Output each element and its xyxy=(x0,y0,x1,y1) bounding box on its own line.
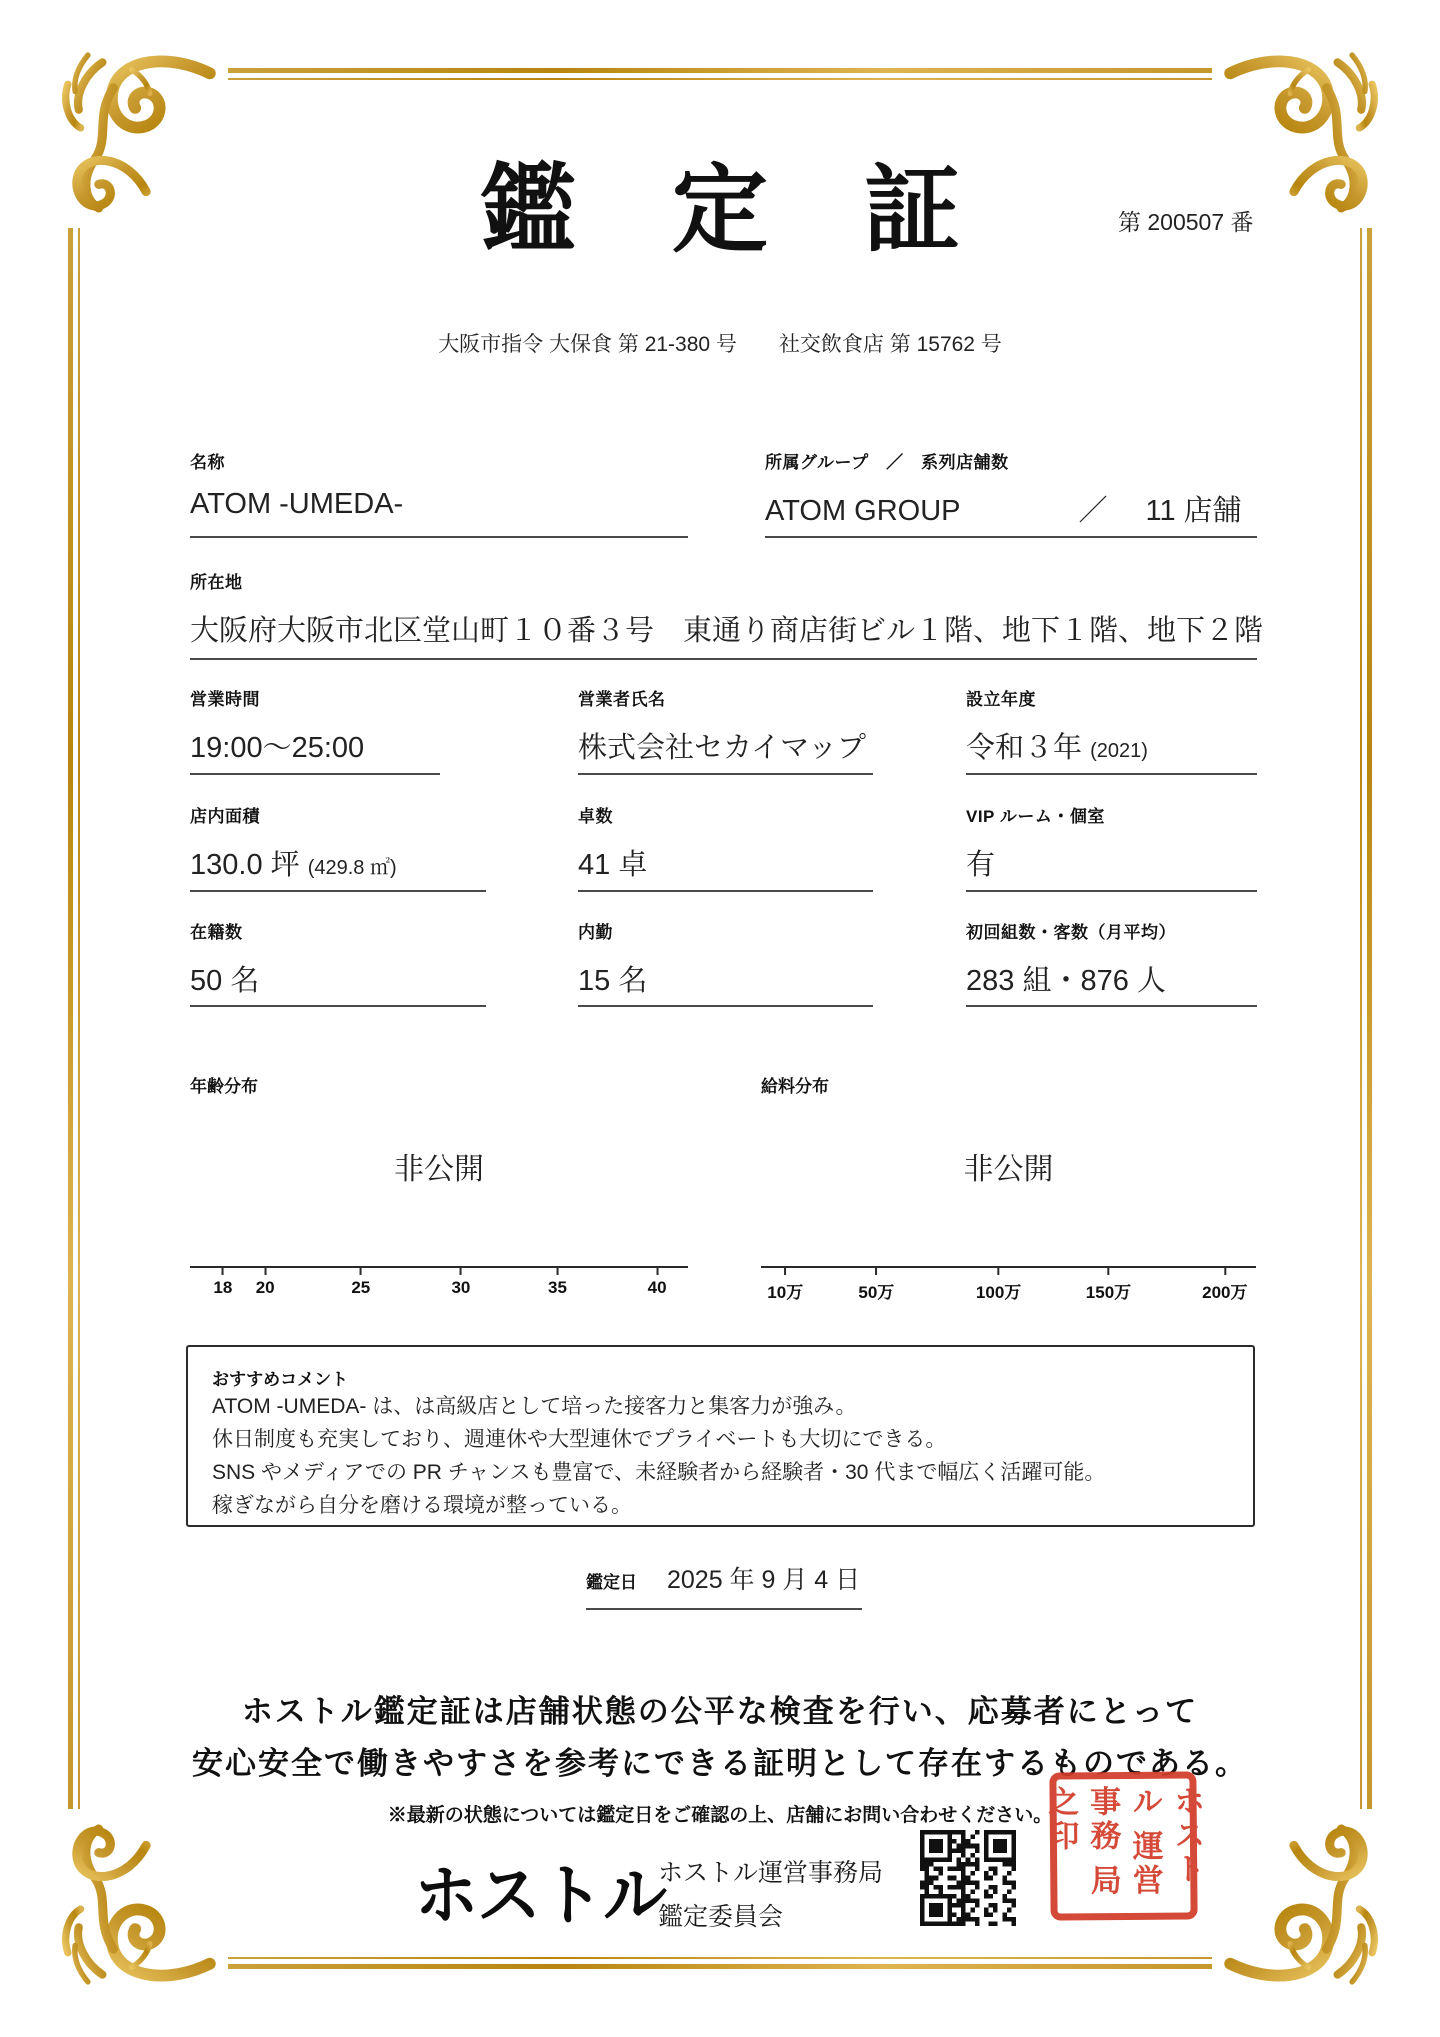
group-store-count: 11 店舗 xyxy=(1145,495,1242,527)
field-label: 内勤 xyxy=(578,923,613,942)
statement-line: 安心安全で働きやすさを参考にできる証明として存在するものである。 xyxy=(192,1746,1248,1781)
certificate-number: 第 200507 番 xyxy=(1118,209,1254,235)
field-group xyxy=(765,448,1257,538)
field-label: 所在地 xyxy=(190,573,243,592)
chart-label: 給料分布 xyxy=(761,1077,829,1096)
field-first-visit-count xyxy=(966,918,1257,1007)
border-right-thin xyxy=(1360,228,1362,1809)
appraisal-date-value: 2025 年 9 月 4 日 xyxy=(667,1566,861,1594)
salary-distribution-chart xyxy=(761,1072,1256,1302)
seal-text-column: 運営事務 xyxy=(1084,1785,1163,1898)
age-distribution-chart xyxy=(190,1072,688,1302)
axis-tick-label: 25 xyxy=(351,1278,371,1297)
chart-placeholder: 非公開 xyxy=(963,1153,1054,1186)
field-value: 有 xyxy=(966,849,996,881)
field-vip-room xyxy=(966,802,1257,892)
field-value: 令和３年 xyxy=(966,732,1083,764)
field-address xyxy=(190,568,1264,660)
axis-tick-label: 50万 xyxy=(858,1283,895,1302)
gold-flourish-icon xyxy=(1212,1809,1394,1991)
issuer-line: 鑑定委員会 xyxy=(658,1904,784,1931)
axis-tick-label: 10万 xyxy=(767,1283,804,1302)
field-label: 在籍数 xyxy=(190,923,243,942)
field-value: 15 名 xyxy=(578,965,648,997)
issuer-line: ホストル運営事務局 xyxy=(658,1860,884,1887)
age-axis xyxy=(190,1266,688,1297)
red-seal-stamp xyxy=(1042,1771,1205,1920)
field-label: 設立年度 xyxy=(966,690,1036,709)
chart-placeholder: 非公開 xyxy=(394,1153,484,1186)
axis-tick-label: 200万 xyxy=(1202,1283,1248,1302)
comment-line: SNS やメディアでの PR チャンスも豊富で、未経験者から経験者・30 代まで幅広く活躍可能。 xyxy=(212,1461,1106,1484)
group-slash: ／ xyxy=(1078,495,1108,527)
seal-text-column: 局之印 xyxy=(1042,1785,1121,1899)
comment-line: 休日制度も充実しており、週連休や大型連休でプライベートも大切にできる。 xyxy=(212,1428,947,1451)
axis-tick-label: 40 xyxy=(647,1278,667,1297)
border-bottom-thin xyxy=(228,1957,1212,1959)
statement-line: ホストル鑑定証は店舗状態の公平な検査を行い、応募者にとって xyxy=(241,1694,1199,1729)
field-label: 店内面積 xyxy=(190,807,260,826)
gold-flourish-icon xyxy=(1212,46,1394,228)
axis-tick-label: 18 xyxy=(213,1278,233,1297)
border-bottom-thick xyxy=(228,1964,1212,1969)
field-value: 283 組・876 人 xyxy=(966,965,1166,997)
field-note: (2021) xyxy=(1090,740,1148,762)
field-office-staff xyxy=(578,918,873,1007)
hostol-logo: ホストル xyxy=(414,1857,666,1934)
group-name: ATOM GROUP xyxy=(765,495,961,527)
axis-tick-label: 150万 xyxy=(1085,1283,1132,1302)
page-title: 鑑 定 証 xyxy=(480,157,960,264)
permit-line: 大阪市指令 大保食 第 21-380 号 社交飲食店 第 15762 号 xyxy=(438,333,1002,356)
qr-code xyxy=(920,1830,1016,1926)
gold-flourish-icon xyxy=(46,1809,228,1991)
field-note: (429.8 ㎡) xyxy=(307,857,397,879)
comment-line: 稼ぎながら自分を磨ける環境が整っている。 xyxy=(212,1494,632,1517)
axis-tick-label: 30 xyxy=(451,1278,471,1297)
field-value: 50 名 xyxy=(190,965,260,997)
field-value: 130.0 坪 xyxy=(190,849,300,881)
axis-tick-label: 100万 xyxy=(975,1283,1022,1302)
field-label: 名称 xyxy=(190,453,225,472)
border-left-thick xyxy=(68,228,73,1809)
comment-label: おすすめコメント xyxy=(212,1370,349,1389)
recommend-comment-box xyxy=(186,1345,1255,1527)
border-top-thick xyxy=(228,68,1212,73)
border-top-thin xyxy=(228,78,1212,80)
border-left-thin xyxy=(78,228,80,1809)
field-value: 大阪府大阪市北区堂山町１０番３号 東通り商店街ビル１階、地下１階、地下２階 xyxy=(190,615,1264,647)
appraisal-date xyxy=(586,1560,862,1610)
chart-label: 年齢分布 xyxy=(190,1077,258,1096)
field-value: 19:00〜25:00 xyxy=(190,732,365,764)
comment-line: ATOM -UMEDA- は、は高級店として培った接客力と集客力が強み。 xyxy=(212,1395,857,1418)
field-floor-area xyxy=(190,802,486,892)
seal-text-column: ホストル xyxy=(1126,1784,1205,1887)
field-table-count xyxy=(578,802,873,892)
issuer-text xyxy=(658,1852,883,1940)
field-label: 営業時間 xyxy=(190,690,260,709)
border-right-thick xyxy=(1367,228,1372,1809)
field-established xyxy=(966,685,1257,775)
salary-axis xyxy=(761,1266,1256,1302)
field-label: 営業者氏名 xyxy=(578,690,666,709)
gold-flourish-icon xyxy=(46,46,228,228)
disclaimer-note: ※最新の状態については鑑定日をご確認の上、店舗にお問い合わせください。 xyxy=(387,1805,1053,1826)
field-label: 卓数 xyxy=(578,807,613,826)
appraisal-date-label: 鑑定日 xyxy=(586,1573,637,1592)
field-label: 初回組数・客数（月平均） xyxy=(966,923,1176,942)
field-label: 所属グループ ／ 系列店舗数 xyxy=(765,453,1009,472)
field-value: 株式会社セカイマップ xyxy=(578,732,866,764)
field-operator xyxy=(578,685,873,775)
field-enrolled-staff xyxy=(190,918,486,1007)
field-name xyxy=(190,448,688,538)
field-business-hours xyxy=(190,685,440,775)
field-label: VIP ルーム・個室 xyxy=(966,807,1105,826)
axis-tick-label: 35 xyxy=(548,1278,567,1297)
field-value: ATOM -UMEDA- xyxy=(190,488,404,520)
field-value: 41 卓 xyxy=(578,849,648,881)
axis-tick-label: 20 xyxy=(255,1278,275,1297)
